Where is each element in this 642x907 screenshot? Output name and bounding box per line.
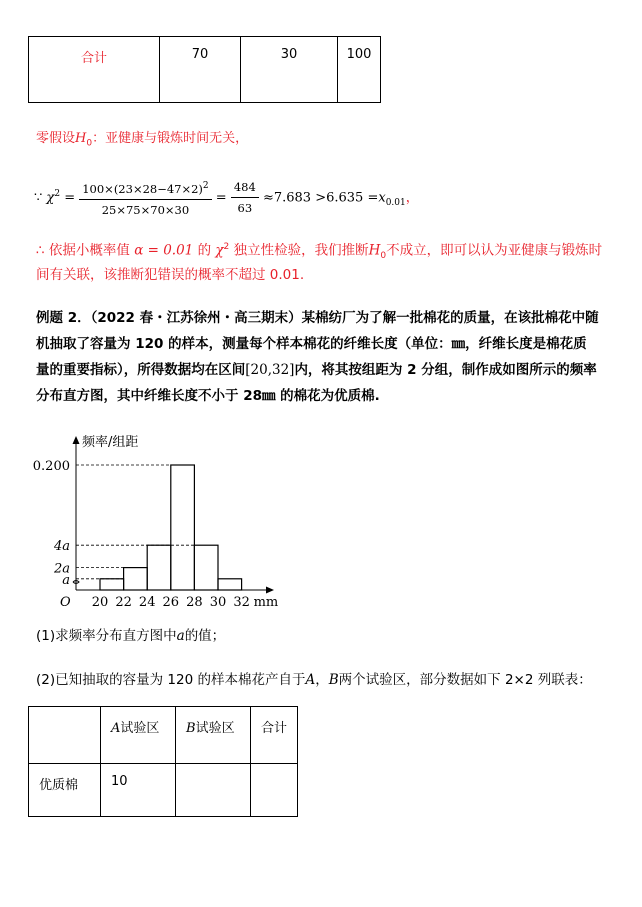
hypothesis-prefix: 零假设 (36, 131, 76, 146)
because-symbol: ∵ (34, 190, 43, 206)
histogram-bar (147, 545, 171, 590)
y-tick-label: 0.200 (32, 459, 70, 474)
histogram-bar (100, 579, 124, 590)
table-cell: 优质棉 (29, 764, 101, 817)
fraction-main (79, 176, 211, 220)
hypothesis-sub: 0 (380, 251, 387, 262)
table-cell: 70 (160, 37, 241, 103)
result-denominator: 63 (237, 201, 253, 216)
example-paragraph (36, 305, 616, 409)
header-a: A (111, 721, 121, 736)
conclusion-text-c: 独立性检验，我们推断 (233, 242, 369, 259)
hypothesis-sub: 0 (86, 138, 93, 149)
histogram-bar (194, 545, 218, 590)
header-a-label: 试验区 (120, 721, 160, 736)
chi-symbol: χ (46, 190, 55, 206)
example-line-4: 分布直方图，其中纤维长度不小于 28㎜ 的棉花为优质棉. (36, 388, 380, 404)
table-row (29, 764, 298, 817)
table-cell (176, 707, 251, 764)
origin-label: O (60, 595, 71, 610)
chi-sup: 2 (223, 242, 230, 252)
frequency-histogram (30, 430, 290, 612)
x-symbol: x (378, 190, 386, 206)
question-2-text-a: (2)已知抽取的容量为 120 的样本棉花产自于 (36, 672, 306, 688)
conclusion-line-1 (36, 237, 602, 266)
histogram-bar (218, 579, 242, 590)
header-b-label: 试验区 (195, 721, 235, 736)
critical-value: >6.635 (315, 190, 364, 206)
x-tick-label: 24 (138, 595, 156, 610)
contingency-table-1 (28, 36, 381, 103)
y-tick-label: 4a (53, 539, 70, 555)
table-cell (251, 764, 298, 817)
x-tick-label: 32 (233, 595, 250, 610)
histogram-bar (171, 465, 195, 590)
example-line-3 (36, 357, 616, 383)
hypothesis-symbol: H (368, 242, 381, 259)
conclusion-text-b: 的 (197, 242, 212, 259)
question-2 (36, 670, 592, 690)
example-line-1: 例题 2．（2022 春・江苏徐州・高三期末）某棉纺厂为了解一批棉花的质量，在该批棉花中随 (36, 310, 599, 326)
table-cell (29, 707, 101, 764)
question-2-comma: ， (315, 672, 329, 688)
interval: [20,32] (245, 362, 295, 378)
approx-value: ≈7.683 (262, 190, 312, 206)
table-cell: 合计 (29, 37, 160, 103)
hypothesis-suffix: ：亚健康与锻炼时间无关， (92, 131, 249, 146)
alpha-value: α = 0.01 (134, 242, 194, 259)
table-cell (176, 764, 251, 817)
conclusion-text-d: 不成立，即可以认为亚健康与锻炼时 (386, 242, 603, 259)
x-tick-label: 20 (91, 595, 109, 610)
question-1-text: (1)求频率分布直方图中 (36, 628, 177, 644)
header-b: B (186, 721, 196, 736)
question-1-var: a (176, 628, 185, 644)
table-cell (101, 707, 176, 764)
table-cell: 100 (338, 37, 381, 103)
x-tick-label: 22 (115, 595, 132, 610)
x-tick-label: 30 (209, 595, 227, 610)
equals-3: = (367, 190, 379, 206)
example-line-3a: 量的重要指标），所得数据均在区间 (36, 362, 246, 378)
result-numerator: 484 (231, 177, 259, 198)
x-tick-label: 28 (186, 595, 203, 610)
x-tick-label: 26 (162, 595, 180, 610)
question-2-text-c: 两个试验区，部分数据如下 2×2 列联表： (338, 672, 592, 688)
y-tick-label: a (62, 572, 70, 588)
y-axis-arrow (73, 436, 80, 444)
question-1-end: 的值； (184, 628, 226, 644)
equals: = (64, 190, 76, 206)
chi-symbol: χ (215, 242, 224, 259)
table-cell: 合计 (251, 707, 298, 764)
fraction-result (231, 177, 259, 218)
table-cell: 30 (241, 37, 338, 103)
example-line-3b: 内，将其按组距为 2 分组，制作成如图所示的频率 (294, 362, 597, 378)
region-a: A (305, 672, 316, 688)
y-axis-label: 频率/组距 (82, 435, 139, 450)
chi-square-formula (34, 176, 419, 220)
x-sub: 0.01 (385, 198, 406, 209)
hypothesis-symbol: H (75, 131, 87, 146)
fraction-denominator: 25×75×70×30 (101, 202, 190, 217)
question-1 (36, 626, 225, 646)
numerator-sup: 2 (202, 181, 209, 191)
example-line-2: 机抽取了容量为 120 的样本，测量每个样本棉花的纤维长度（单位：㎜，纤维长度是棉花质 (36, 336, 587, 352)
region-b: B (328, 672, 339, 688)
fraction-numerator (79, 176, 211, 200)
y-tick-label: 2a (53, 561, 70, 577)
table-row (29, 37, 381, 103)
table-cell: 10 (101, 764, 176, 817)
contingency-table-2 (28, 706, 298, 817)
x-axis-arrow (266, 587, 274, 594)
conclusion-line-2: 间有关联，该推断犯错误的概率不超过 0.01. (36, 267, 305, 283)
chi-sup: 2 (54, 189, 61, 200)
histogram-group (33, 434, 278, 610)
null-hypothesis (36, 129, 248, 154)
table-header-row (29, 707, 298, 764)
numerator-text: 100×(23×28−47×2) (82, 181, 203, 196)
formula-end: ， (405, 190, 419, 206)
equals-2: = (215, 190, 227, 206)
conclusion-text-a: ∴ 依据小概率值 (36, 242, 130, 259)
histogram-bar (124, 568, 148, 590)
x-unit-label: mm (253, 595, 279, 610)
